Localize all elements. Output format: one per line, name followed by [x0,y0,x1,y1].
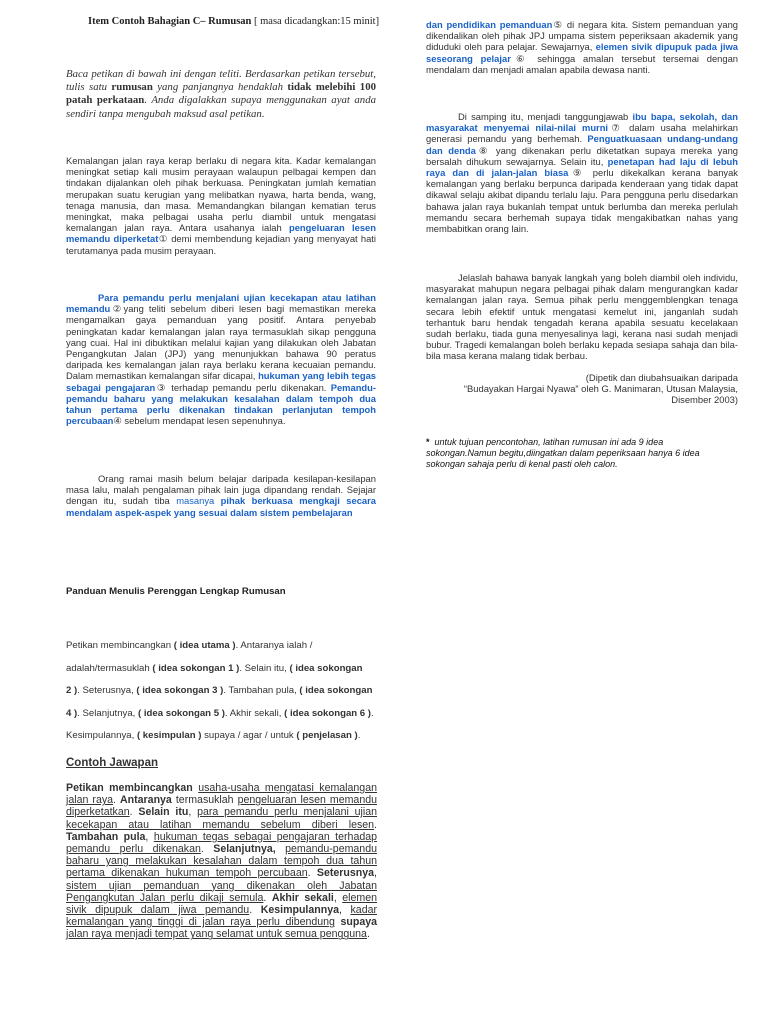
source-line-2: “Budayakan Hargai Nyawa” oleh G. Manimaran, Utusan Malaysia, [463,383,738,395]
answer-text: . [263,891,272,904]
instruction-bold-rumusan: rumusan [111,81,153,94]
answer-keyword: supaya [340,916,377,929]
instruction-text-2: yang panjangnya hendaklah [152,81,288,94]
panduan-placeholder: ( idea sokongan 3 ) [136,685,224,696]
exam-note [426,437,726,469]
panduan-text: adalah/termasuklah [66,662,153,674]
p4-text-4: perlu dikekalkan kerana banyak kemalangan yang berlaku berpunca daripada kenderaan yang tidak dapat dikawal selaju akibat dipandu terlalu laju. Para pengguna perlu disedarkan bahawa jalan raya bukanlah tempat untuk berlumba dan mereka perlulah memandu secara berhemah supaya tidak mengakibatkan nahas yang membabitkan orang lain. [426,167,738,235]
p3-text-1: Orang ramai masih belum belajar daripada kesilapan-kesilapan masa lalu, malah pengalaman pihak lain juga dipandang rendah. Sejajar dengan itu, sudah tiba [66,473,376,507]
p4-text-2: dalam usaha melahirkan generasi pemandu yang berhemah. [426,122,739,145]
instruction-text-3: . Anda digalakkan supaya menggunakan ayat anda sendiri tanpa mengubah maksud asal petikan. [66,94,376,120]
p4-highlight-2: Penguatkuasaan undang-undang dan denda [426,133,738,156]
panduan-text: . Seterusnya, [77,685,137,696]
p3-highlight-1-continued: dan pendidikan pemanduan [426,19,553,30]
answer-text: , [339,904,351,917]
p3-highlight-plain: masanya [176,495,215,507]
panduan-line-5 [66,730,378,753]
answer-text: . [129,806,139,819]
p2-highlight-3: Pemandu-pemandu baharu yang melakukan kesalahan dalam tempoh dua tahun pertama perlu dikenakan tindakan perlanjutan tempoh percubaan [66,381,377,427]
panduan-placeholder: ( kesimpulan ) [136,730,202,741]
answer-keyword: Seterusnya [316,867,375,880]
p4-number-1: ⑦ [608,122,624,134]
panduan-text: . Tambahan pula, [223,685,300,696]
answer-text: , [145,830,154,843]
answer-text: , [374,867,377,880]
answer-point: elemen sivik dipupuk dalam jiwa pemandu [66,891,378,917]
source-line-3: Disember 2003) [671,394,738,406]
source-line-1: (Dipetik dan diubahsuaikan daripada [585,372,738,383]
panduan-placeholder: ( idea sokongan 5 ) [138,707,225,719]
panduan-placeholder: 2 ) [66,685,78,696]
passage-paragraph-4 [426,111,738,234]
p1-text: Kemalangan jalan raya kerap berlaku di negara kita. Kadar kemalangan meningkat setiap kali musim perayaan walaupun pelbagai kempen dan tindakan dijalankan oleh pihak berkuasa. Peningkatan jumlah kematian merupakan suatu kerugian yang melibatkan nyawa, harta benda, wang, tenaga manusia, dan masa. Memandangkan bilangan kematian terus meningkat, maka pelbagai usaha perlu diambil untuk mengatasi kemalangan jalan raya. Antara usahanya ialah [66,155,376,234]
p2-text-3: sebelum mendapat lesen sepenuhnya. [121,415,286,427]
p3-highlight-1: pihak berkuasa mengkaji secara mendalam aspek-aspek yang sesuai dalam sistem pembelajaran [66,495,376,518]
panduan-line-2 [66,663,378,686]
p3-highlight-2: elemen sivik dipupuk pada jiwa seseorang pelajar [426,41,738,64]
answer-keyword: Antaranya [120,794,172,807]
passage-paragraph-2 [66,292,376,426]
p1-text-end: demi membendung kejadian yang menyayat hati terutamanya pada musim perayaan. [66,233,376,256]
instruction-bold-word-limit: tidak melebihi 100 patah perkataan [66,81,377,107]
answer-text [276,843,285,855]
p3-number-1: ⑤ [552,19,564,30]
p3-text-2: di negara kita. Sistem pemanduan yang dikendalikan oleh pihak JPJ umpama sistem peperiksaan akademik yang diduduki oleh para pelajar. Sewajarnya, [426,19,738,53]
p2-text-1: yang teliti sebelum diberi lesen bagi memastikan mereka mengamalkan gaya pemanduan yang positif. Antara penyebab peningkatan kadar kemalangan jalan raya termasuklah sikap pengguna yang cuai. Hal ini dibuktikan melalui kajian yang dilakukan oleh Jabatan Pengangkutan Jalan (JPJ) yang menunjukkan bahawa 90 peratus daripada kes kemalangan jalan raya berlaku kerana kecuaian pemandu. Dalam memastikan kemalangan sifar dicapai, [66,303,376,382]
answer-point: jalan raya menjadi tempat yang selamat untuk semua pengguna [66,928,367,941]
panduan-line-3 [66,685,378,708]
answer-text: . [249,904,261,917]
panduan-placeholder: ( idea sokongan [299,685,373,696]
answer-point: sistem ujian pemanduan yang dikenakan oleh Jabatan Pengangkutan Jalan perlu dikaji semula [66,879,377,904]
answer-point: usaha-usaha mengatasi kemalangan jalan raya [66,782,377,807]
header-time-note: [ masa dicadangkan:15 minit] [254,16,380,27]
panduan-line-1 [66,640,378,663]
note-asterisk: * [426,437,430,447]
answer-point: pengeluaran lesen memandu diperketatkan [66,794,377,819]
p2-highlight-1: Para pemandu perlu menjalani ujian kecekapan atau latihan memandu [66,292,376,315]
source-citation [426,372,738,406]
answer-keyword: Tambahan pula [66,830,146,843]
p2-number-1: ② [110,303,124,315]
panduan-placeholder: ( idea sokongan [289,662,363,674]
instruction-text-1: Baca petikan di bawah ini dengan teliti. Berdasarkan petikan tersebut, tulis satu [66,68,376,94]
p4-highlight-1: ibu bapa, sekolah, dan masyarakat menyemai nilai-nilai murni [426,111,738,134]
answer-text: , [188,806,198,819]
panduan-text: . Selain itu, [239,662,290,674]
panduan-text: supaya / agar / untuk [201,730,297,741]
panduan-placeholder: ( idea sokongan 6 ) [284,707,372,719]
contoh-jawapan-title: Contoh Jawapan [66,757,159,769]
p3-number-2: ⑥ [510,52,530,64]
panduan-placeholder: ( idea sokongan 1 ) [152,662,240,674]
p4-number-2: ⑧ [475,144,491,156]
answer-text: . [366,928,370,941]
answer-keyword: Petikan membincangkan [66,782,193,794]
answer-point: pemandu-pemandu baharu yang melakukan kesalahan dalam tempoh dua tahun pertama dikenakan hukuman tempoh percubaan [66,843,377,880]
p2-number-3: ④ [113,415,122,427]
answer-text: , [333,891,343,904]
answer-text: . [200,843,214,856]
passage-paragraph-1 [66,155,376,256]
answer-text: termasuklah [171,794,238,807]
panduan-placeholder: 4 ) [66,707,78,719]
passage-paragraph-3 [66,473,376,518]
panduan-text: . [357,730,361,741]
panduan-text: . Selanjutnya, [77,707,139,719]
answer-text: . [113,794,121,807]
p1-number-1: ① [158,233,168,245]
answer-point: para pemandu perlu menjalani ujian kecekapan atau latihan memandu sebelum diberi lesen [66,806,378,831]
p2-number-2: ③ [155,381,167,393]
note-text: untuk tujuan pencontohan, latihan rumusan ini ada 9 idea sokongan.Namun begitu,diingatkan dalam peperiksaan hanya 6 idea sokongan sahaja perlu di kenal pasti oleh calon. [426,437,700,469]
panduan-text: . Antaranya ialah / [235,640,313,651]
header-title: Item Contoh Bahagian C– Rumusan [88,16,252,27]
panduan-title: Panduan Menulis Perenggan Lengkap Rumusan [66,586,286,597]
answer-text: . [374,818,377,831]
p2-highlight-2: hukuman yang lebih tegas sebagai pengajaran [66,370,376,393]
panduan-guide [66,640,378,753]
passage-paragraph-5 [426,272,738,362]
panduan-line-4 [66,708,378,731]
p4-highlight-3: penetapan had laju di lebuh raya dan di jalan-jalan biasa [426,155,738,179]
answer-keyword: Selain itu [138,806,189,819]
p4-text-3: yang dikenakan perlu diketatkan supaya mereka yang bersalah dihukum sewajarnya. Selain itu, [426,144,738,167]
answer-keyword: Selanjutnya, [213,843,276,856]
answer-keyword: Kesimpulannya [260,904,339,917]
p3-text-3: sehingga amalan tersebut tersemai dengan mendalam dan menjadi amalan apabila dewasa nanti. [426,52,739,75]
contoh-jawapan-paragraph [66,782,377,941]
p1-highlight-1: pengeluaran lesen memandu diperketat [66,222,376,245]
panduan-text: . Akhir sekali, [224,707,285,719]
p2-text-2: terhadap pemandu perlu dikenakan. [166,381,331,393]
p4-text-1: Di samping itu, menjadi tanggungjawab [458,111,633,122]
answer-text: . [307,867,317,880]
panduan-text: . [371,707,374,719]
answer-point: kadar kemalangan yang tinggi di jalan raya perlu dibendung [66,904,377,929]
p5-text: Jelaslah bahawa banyak langkah yang boleh diambil oleh individu, masyarakat mahupun negara pelbagai pihak dalam mengurangkan kadar kemalangan jalan raya. Semua pihak perlu menggemblengkan tenaga secara lebih efektif untuk mengatasi kemelut ini, janganlah sudah terhantuk baru hendak tengadah kerana apabila sesuatu kecelakaan sudah berlaku, tiada guna menyesalinya lagi, kerana nasi sudah menjadi bubur. Tragedi kemalangan boleh berlaku kepada sesiapa sahaja dan bila-bila masa kerana malang tidak berbau. [426,272,738,362]
answer-point: hukuman tegas sebagai pengajaran terhadap pemandu perlu dikenakan [66,830,378,856]
panduan-text: Petikan membincangkan [66,640,174,651]
panduan-placeholder: ( penjelasan ) [296,730,358,741]
instruction-paragraph [66,68,376,121]
document-header [88,16,379,27]
passage-paragraph-3-continued [426,19,738,75]
p4-number-3: ⑨ [568,167,586,179]
answer-keyword: Akhir sekali [271,891,334,904]
panduan-placeholder: ( idea utama ) [173,640,236,651]
panduan-text: Kesimpulannya, [66,730,137,741]
